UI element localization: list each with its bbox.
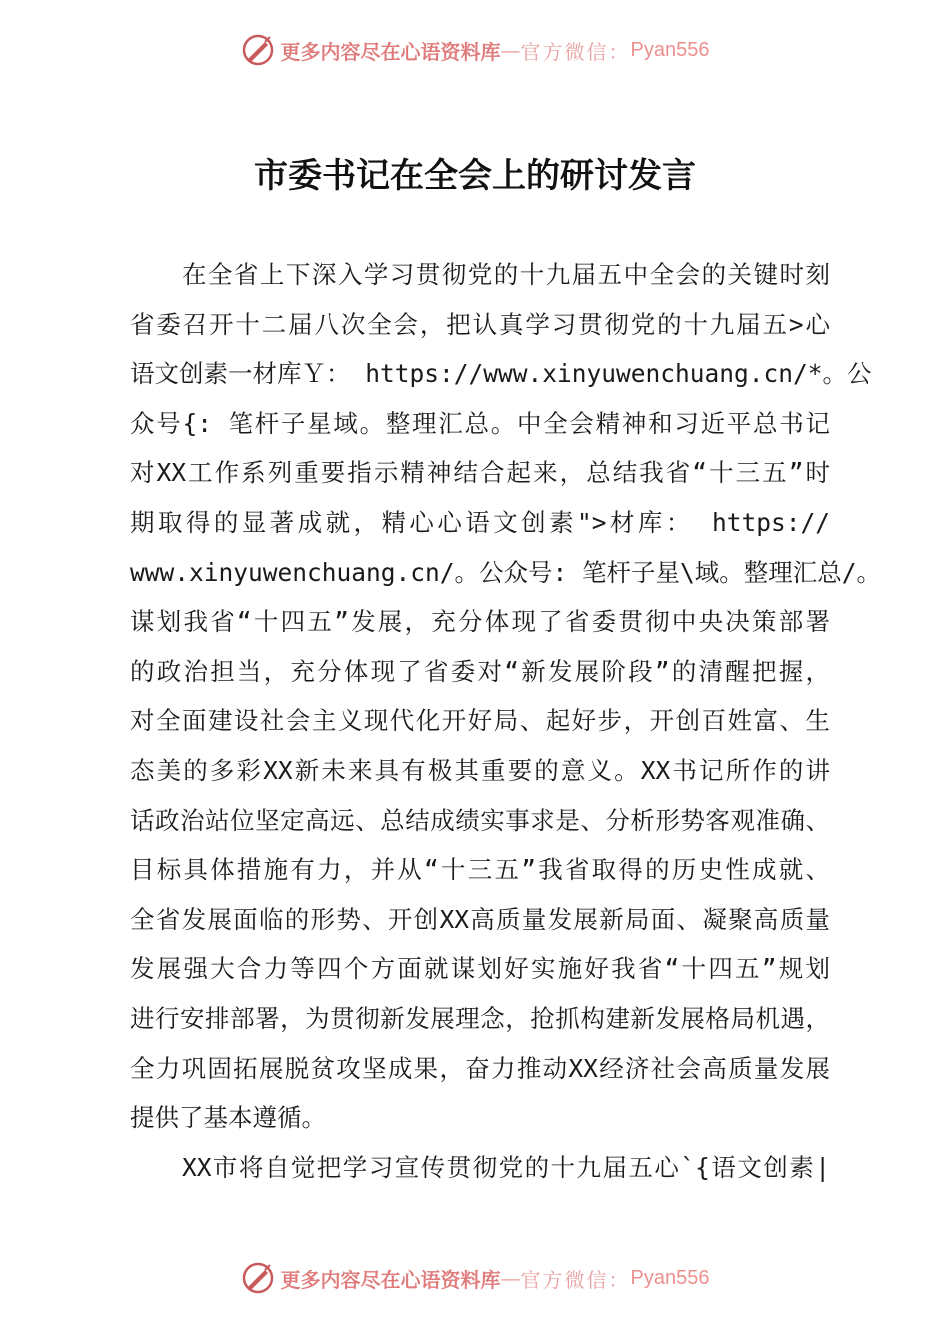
pen-nib-icon (241, 1261, 275, 1295)
paragraph-1 (130, 250, 882, 1143)
document-body (130, 250, 882, 1192)
text-line: 目标具体措施有力，并从“十三五”我省取得的历史性成就、 (130, 855, 830, 885)
watermark-dash: — (500, 1266, 521, 1290)
pen-nib-icon (241, 33, 275, 67)
text-line: 对全面建设社会主义现代化开好局、起好步，开创百姓富、生 (130, 706, 830, 736)
watermark-dash: — (500, 38, 521, 62)
text-line: 提供了基本遵循。 (130, 1103, 326, 1133)
watermark-brand: 更多内容尽在心语资料库 (280, 1267, 501, 1292)
text-line: 在全省上下深入学习贯彻党的十九届五中全会的关键时刻 (130, 260, 830, 289)
text-line: 全省发展面临的形势、开创XX高质量发展新局面、凝聚高质量 (130, 904, 830, 934)
header-watermark (0, 30, 950, 70)
text-line: 期取得的显著成就，精心心语文创素">材库： https:// (130, 507, 830, 537)
text-line: 对XX工作系列重要指示精神结合起来，总结我省“十三五”时 (130, 458, 830, 488)
text-line: 语文创素一材库Ｙ： https://www.xinyuwenchuang.cn/*。公 (130, 359, 872, 389)
watermark-official: 官方微信： (520, 39, 631, 64)
text-line: www.xinyuwenchuang.cn/。公众号: 笔杆子星\域。整理汇总/。 (130, 557, 882, 587)
text-line: 态美的多彩XX新未来具有极其重要的意义。XX书记所作的讲 (130, 755, 830, 785)
text-line: 话政治站位坚定高远、总结成绩实事求是、分析形势客观准确、 (130, 805, 830, 835)
text-line: 省委召开十二届八次全会，把认真学习贯彻党的十九届五>心 (130, 309, 830, 339)
text-line: 全力巩固拓展脱贫攻坚成果，奋力推动XX经济社会高质量发展 (130, 1053, 830, 1083)
watermark-wechat-id: Pyan556 (630, 38, 710, 61)
text-line: 进行安排部署，为贯彻新发展理念，抢抓构建新发展格局机遇， (130, 1003, 830, 1033)
text-line: 的政治担当，充分体现了省委对“新发展阶段”的清醒把握， (130, 656, 830, 686)
text-line: 谋划我省“十四五”发展，充分体现了省委贯彻中央决策部署 (130, 607, 830, 637)
text-line: 众号{: 笔杆子星域。整理汇总。中全会精神和习近平总书记 (130, 408, 830, 438)
watermark-official: 官方微信： (520, 1267, 631, 1292)
paragraph-2 (130, 1143, 830, 1193)
text-line: XX市将自觉把学习宣传贯彻党的十九届五心`{语文创素| (130, 1152, 830, 1182)
footer-watermark (0, 1258, 950, 1298)
document-title: 市委书记在全会上的研讨发言 (254, 156, 696, 196)
text-line: 发展强大合力等四个方面就谋划好实施好我省“十四五”规划 (130, 954, 830, 984)
watermark-wechat-id: Pyan556 (630, 1266, 710, 1289)
watermark-brand: 更多内容尽在心语资料库 (280, 39, 501, 64)
